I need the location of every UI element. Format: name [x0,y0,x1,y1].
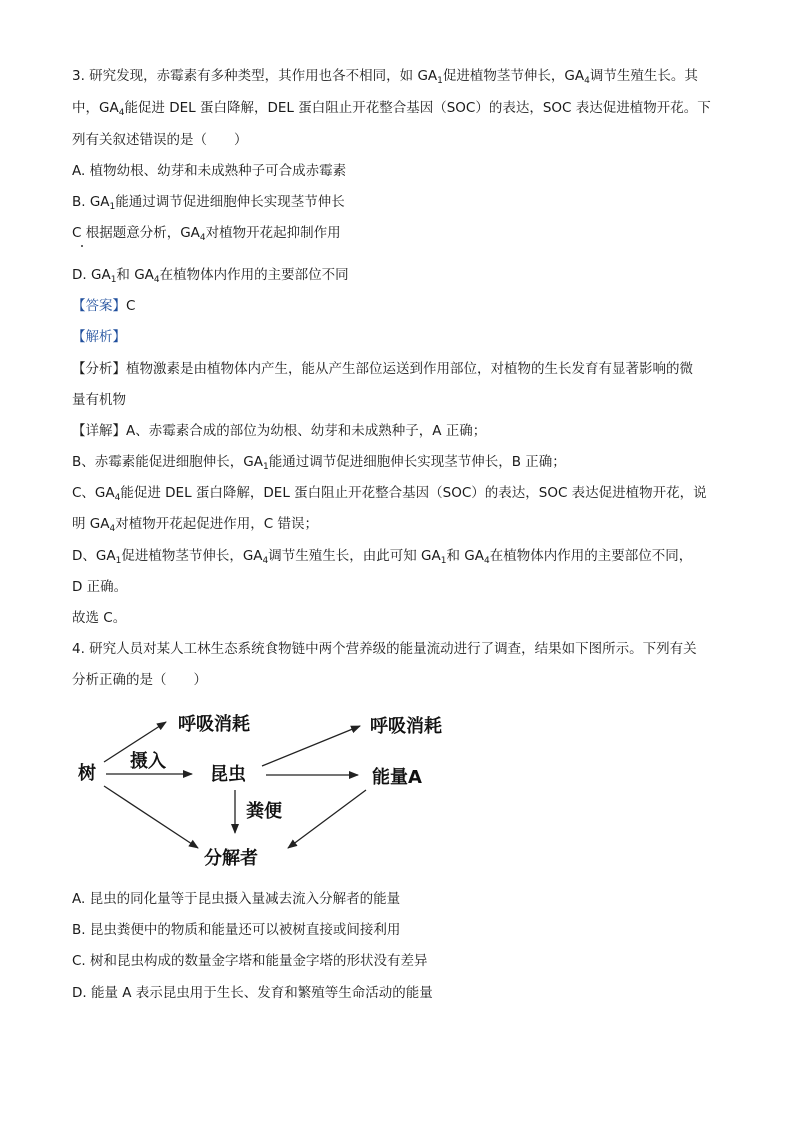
node-respiration-2: 呼吸消耗 [370,716,442,737]
label-ingest: 摄入 [130,751,166,772]
q3-option-a: A. 植物幼根、幼芽和未成熟种子可合成赤霉素 [72,163,347,179]
arrow-energy-a-to-decomposer [288,790,366,848]
q4-option-d: D. 能量 A 表示昆虫用于生长、发育和繁殖等生命活动的能量 [72,985,433,1001]
label-feces: 粪便 [246,801,282,822]
node-insect: 昆虫 [210,764,246,785]
q3-detail-d-line-2: D 正确。 [72,579,128,595]
q3-fenxi-line-1: 【分析】植物激素是由植物体内产生，能从产生部位运送到作用部位，对植物的生长发育有显著影响的微 [72,361,693,377]
q3-option-b: B. $GA_1$能通过调节促进细胞伸长实现茎节伸长 [72,194,345,212]
answer-tag: 【答案】 [72,298,126,314]
node-decomposer: 分解者 [204,848,258,869]
node-energy-a: 能量A [372,767,422,788]
q4-stem-line-2: 分析正确的是（ ） [72,672,207,688]
q3-analysis-heading [72,327,126,347]
fenxi-tag: 【分析】 [72,361,126,377]
stray-dot [81,245,83,247]
arrow-insect-to-respiration [262,726,360,766]
q3-stem-line-3: 列有关叙述错误的是（ ） [72,132,248,148]
q3-stem-line-2: 中，$GA_4$能促进 DEL 蛋白降解，DEL 蛋白阻止开花整合基因（SOC）的表达，SOC 表达促进植物开花。下 [72,100,711,118]
energy-flow-diagram [70,700,490,880]
arrow-tree-to-decomposer [104,786,198,848]
q3-conclusion: 故选 C。 [72,610,127,626]
q3-fenxi-line-2: 量有机物 [72,392,126,408]
q4-stem-line-1: 4. 研究人员对某人工林生态系统食物链中两个营养级的能量流动进行了调查，结果如下图所示。下列有关 [72,641,697,657]
node-respiration-1: 呼吸消耗 [178,714,250,735]
q3-option-c: C 根据题意分析，$GA_4$对植物开花起抑制作用 [72,225,341,243]
q3-detail-c-line-1: C、$GA_4$能促进 DEL 蛋白降解，DEL 蛋白阻止开花整合基因（SOC）的表达，SOC 表达促进植物开花，说 [72,485,707,503]
q3-answer [72,296,135,316]
detail-tag: 【详解】 [72,423,126,439]
q3-detail-b: B、赤霉素能促进细胞伸长，$GA_1$能通过调节促进细胞伸长实现茎节伸长，B 正确； [72,454,566,472]
q3-detail-d-line-1: D、$GA_1$促进植物茎节伸长，$GA_4$调节生殖生长，由此可知 $GA_1$和 $GA_4$在植物体内作用的主要部位不同， [72,548,693,566]
q3-detail-a: 【详解】A、赤霉素合成的部位为幼根、幼芽和未成熟种子，A 正确； [72,423,487,439]
q3-detail-c-line-2: 明 $GA_4$对植物开花起促进作用，C 错误； [72,516,318,534]
q3-stem-line-1: 3. 研究发现，赤霉素有多种类型，其作用也各不相同，如 $GA_1$促进植物茎节伸长，$GA_4$调节生殖生长。其 [72,68,698,86]
q3-option-d: D. $GA_1$和 $GA_4$在植物体内作用的主要部位不同 [72,267,349,285]
node-tree: 树 [78,763,96,784]
analysis-tag: 【解析】 [72,329,126,345]
q4-option-a: A. 昆虫的同化量等于昆虫摄入量减去流入分解者的能量 [72,891,401,907]
answer-value: C [126,298,136,314]
q4-option-c: C. 树和昆虫构成的数量金字塔和能量金字塔的形状没有差异 [72,953,428,969]
q4-option-b: B. 昆虫粪便中的物质和能量还可以被树直接或间接利用 [72,922,401,938]
